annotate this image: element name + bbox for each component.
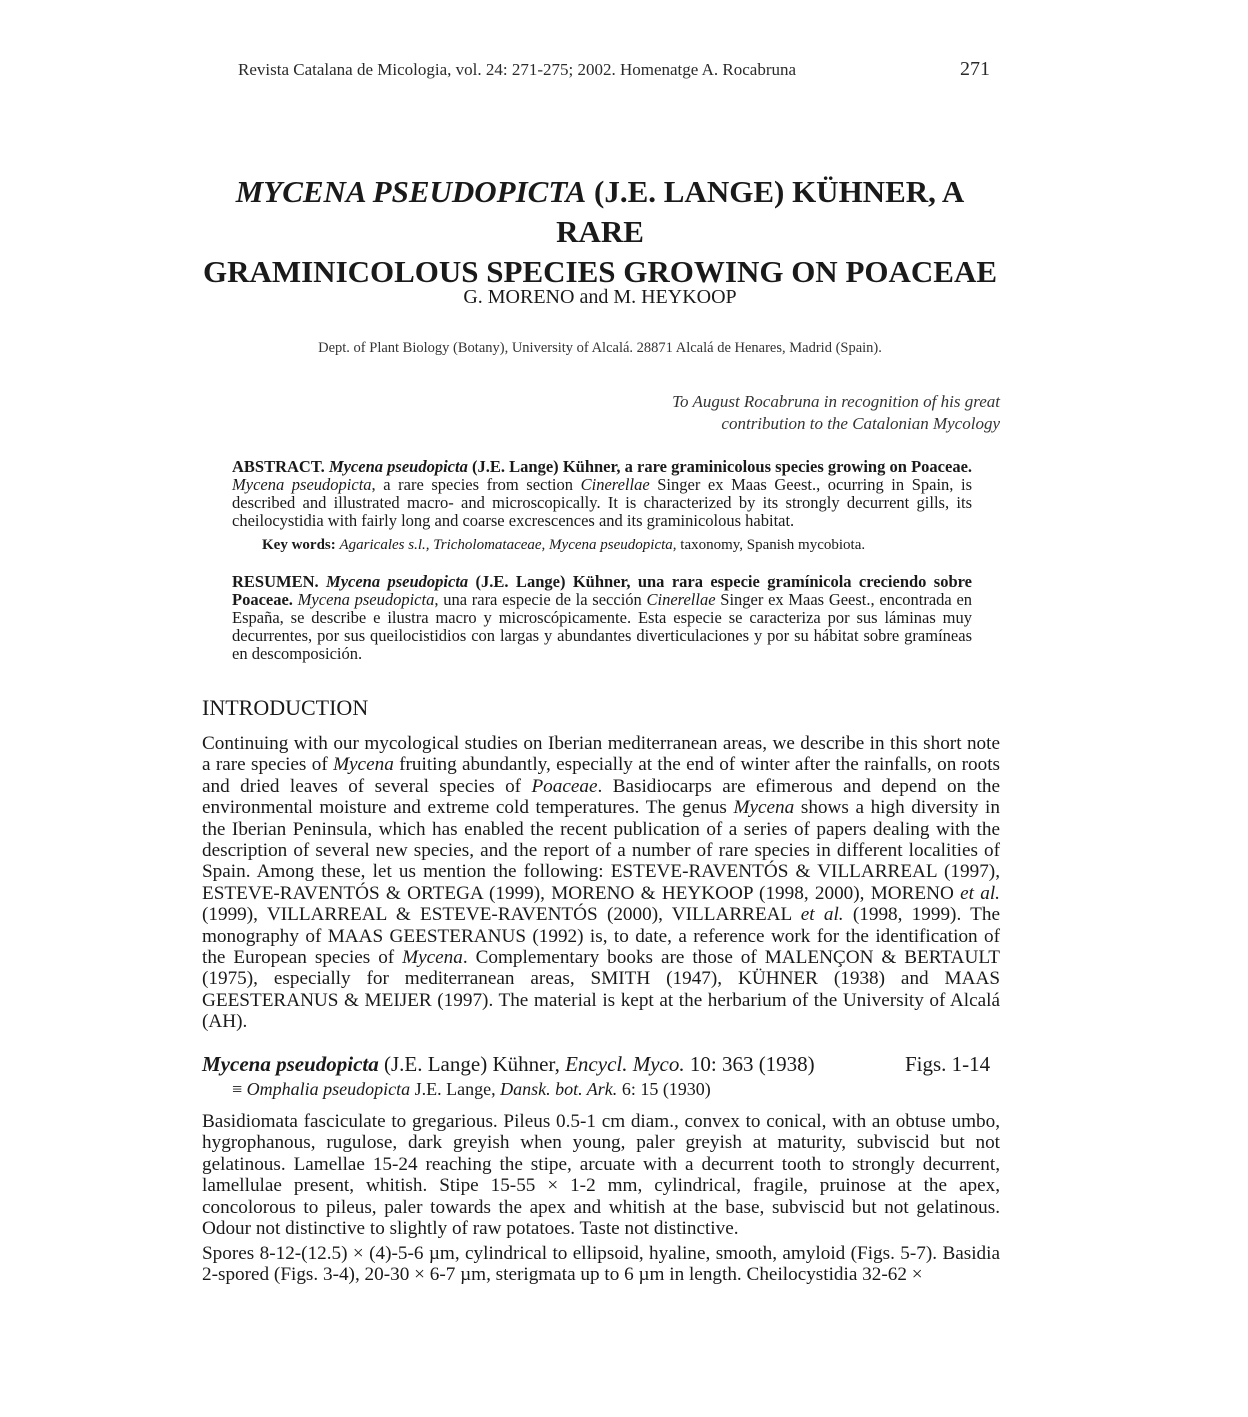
dedication — [672, 391, 1000, 435]
introduction-paragraph — [202, 733, 1000, 1033]
intro-text: (1999), VILLARREAL & ESTEVE-RAVENTÓS (2000), VILLARREAL — [202, 904, 801, 926]
intro-text: . Basidiocarps are efimerous and depend on the environmental moisture and extreme cold temperatures. The genus — [202, 775, 1000, 819]
abstract-species: Mycena pseudopicta — [232, 475, 372, 494]
resumen-text2: Singer ex Maas Geest., encontrada en España, se describe e ilustra macro y microscópicamente. Esta especie se caracteriza por sus láminas muy decurrentes, por sus queilocistidios con largas y abundantes diverticulaciones y por su hábitat sobre gramíneas en descomposición. — [232, 590, 973, 663]
abstract-label: ABSTRACT. — [232, 457, 325, 476]
intro-text: fruiting abundantly, especially at the end of winter after the rainfalls, on roots and dried leaves of several species of — [202, 754, 1000, 797]
resumen-text1: , una rara especie de la sección — [434, 590, 647, 609]
species-citation: 10: 363 (1938) — [684, 1052, 815, 1076]
section-heading-introduction: INTRODUCTION — [202, 695, 369, 720]
resumen-species: Mycena pseudopicta — [297, 590, 435, 609]
species-authority: (J.E. Lange) Kühner, — [378, 1052, 566, 1076]
intro-italic: Mycena — [402, 947, 463, 969]
intro-text: . Complementary books are those of MALENÇON & BERTAULT (1975), especially for mediterranean areas, SMITH (1947), KÜHNER (1938) and MAAS GEESTERANUS & MEIJER (1997). The material is kept at the herbarium of the University of Alcalá (AH). — [202, 947, 1000, 1033]
dedication-line1: To August Rocabruna in recognition of his great — [672, 392, 1000, 411]
intro-text: shows a high diversity in the Iberian Peninsula, which has enabled the recent publication of a series of papers dealing with the description of several new species, and the report of a number of rare species in different localities of Spain. Among these, let us mention the following: ESTEVE-RAVENTÓS & VILLARREAL (1997), ESTEVE-RAVENTÓS & ORTEGA (1999), MORENO & HEYKOOP (1998, 2000), MORENO — [202, 797, 1000, 904]
abstract-title-rest: (J.E. Lange) Kühner, a rare graminicolous species growing on Poaceae. — [472, 457, 973, 476]
intro-italic: Poaceae — [531, 775, 598, 797]
synonym-journal: Dansk. bot. Ark. — [500, 1079, 618, 1099]
keywords-italic: Agaricales s.l., Tricholomataceae, Mycena pseudopicta — [339, 537, 673, 553]
resumen — [232, 573, 972, 663]
abstract — [232, 458, 972, 530]
synonym-name: Omphalia pseudopicta — [246, 1079, 411, 1099]
synonym-symbol: ≡ — [232, 1079, 247, 1099]
title-line2: GRAMINICOLOUS SPECIES GROWING ON POACEAE — [202, 254, 998, 289]
species-name: Mycena pseudopicta — [202, 1052, 379, 1076]
synonym-author: J.E. Lange, — [410, 1079, 501, 1099]
affiliation: Dept. of Plant Biology (Botany), University of Alcalá. 28871 Alcalá de Henares, Madrid (Spain). — [318, 340, 882, 356]
title-line1-rest: (J.E. LANGE) KÜHNER, A RARE — [556, 174, 965, 249]
description-paragraph-1: Basidiomata fasciculate to gregarious. Pileus 0.5-1 cm diam., convex to conical, with an obtuse umbo, hygrophanous, rugulose, dark greyish when young, paler greyish at maturity, subviscid but not gelatinous. Lamellae 15-24 reaching the stipe, arcuate with a decurrent tooth to strongly decurrent, lamellulae present, whitish. Stipe 15-55 × 1-2 mm, cylindrical, fragile, pruinose at the apex, concolorous to pileus, paler towards the apex and whitish at the base, subviscid but not gelatinous. Odour not distinctive to slightly of raw potatoes. Taste not distinctive. — [202, 1111, 1000, 1240]
abstract-text2: Singer ex Maas Geest., ocurring in Spain, is described and illustrated macro- and microscopically. It is characterized by its strongly decurrent gills, its cheilocystidia with fairly long and coarse excrescences and its graminicolous habitat. — [232, 475, 973, 530]
dedication-line2: contribution to the Catalonian Mycology — [721, 414, 1000, 433]
description-paragraph-2: Spores 8-12-(12.5) × (4)-5-6 µm, cylindrical to ellipsoid, hyaline, smooth, amyloid (Figs. 5-7). Basidia 2-spored (Figs. 3-4), 20-30 × 6-7 µm, sterigmata up to 6 µm in length. Cheilocystidia 32-62 × — [202, 1243, 1000, 1286]
abstract-text1: , a rare species from section — [371, 475, 581, 494]
intro-text: Continuing with our mycological studies on Iberian mediterranean areas, we describe in this short note a rare species of — [202, 733, 1000, 776]
species-heading — [202, 1052, 815, 1077]
abstract-section: Cinerellae — [580, 475, 650, 494]
species-journal: Encycl. Myco. — [565, 1052, 685, 1076]
figure-reference: Figs. 1-14 — [905, 1052, 991, 1076]
abstract-title-italic: Mycena pseudopicta — [328, 457, 468, 476]
page-number: 271 — [960, 58, 990, 80]
authors: G. MORENO and M. HEYKOOP — [463, 286, 737, 308]
intro-italic: Mycena — [733, 797, 795, 819]
keywords-label: Key words: — [262, 537, 336, 553]
paper-title — [200, 172, 1000, 292]
intro-text: (1998, 1999). The monography of MAAS GEESTERANUS (1992) is, to date, a reference work for the identification of the European species of — [202, 904, 1000, 969]
intro-italic: et al. — [960, 882, 1000, 904]
keywords-rest: , taxonomy, Spanish mycobiota. — [672, 537, 866, 553]
resumen-label: RESUMEN. — [232, 572, 319, 591]
title-italic: MYCENA PSEUDOPICTA — [235, 174, 587, 209]
intro-italic: Mycena — [333, 754, 394, 776]
intro-italic: et al. — [800, 904, 844, 926]
synonym-citation: 6: 15 (1930) — [617, 1079, 711, 1099]
keywords — [262, 537, 972, 554]
resumen-title-rest: (J.E. Lange) Kühner, una rara especie gramínicola creciendo sobre Poaceae. — [232, 572, 973, 609]
resumen-title-italic: Mycena pseudopicta — [326, 572, 469, 591]
resumen-section: Cinerellae — [646, 590, 716, 609]
journal-header: Revista Catalana de Micologia, vol. 24: 271-275; 2002. Homenatge A. Rocabruna — [238, 60, 797, 79]
synonym-line — [232, 1079, 711, 1100]
